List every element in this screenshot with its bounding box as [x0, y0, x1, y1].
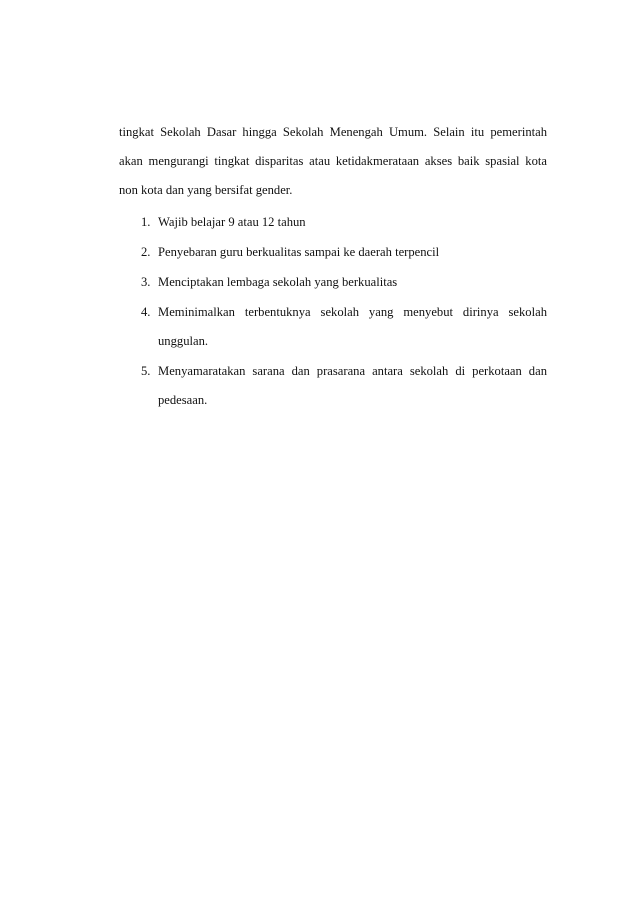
- list-item-text: pedesaan.: [158, 393, 208, 407]
- intro-paragraph: [119, 118, 547, 205]
- list-item-text: Menyamaratakan sarana dan prasarana antara sekolah di perkotaan dan: [158, 364, 547, 378]
- list-item-text: Wajib belajar 9 atau 12 tahun: [158, 215, 306, 229]
- list-item: [119, 238, 547, 267]
- numbered-list: [119, 208, 547, 416]
- paragraph-line: non kota dan yang bersifat gender.: [119, 183, 293, 197]
- paragraph-line: akan mengurangi tingkat disparitas atau ketidakmerataan akses baik spasial kota: [119, 154, 547, 168]
- list-item-text: Menciptakan lembaga sekolah yang berkualitas: [158, 275, 398, 289]
- list-item-text: Penyebaran guru berkualitas sampai ke daerah terpencil: [158, 245, 440, 259]
- list-number: 5.: [141, 364, 151, 378]
- list-item: [119, 298, 547, 356]
- list-item: [119, 208, 547, 237]
- list-item-text: unggulan.: [158, 334, 209, 348]
- list-item: [119, 268, 547, 297]
- list-number: 4.: [141, 305, 151, 319]
- list-item-text: Meminimalkan terbentuknya sekolah yang menyebut dirinya sekolah: [158, 305, 547, 319]
- list-number: 3.: [141, 275, 151, 289]
- list-number: 1.: [141, 215, 151, 229]
- list-item: [119, 357, 547, 415]
- list-number: 2.: [141, 245, 151, 259]
- paragraph-line: tingkat Sekolah Dasar hingga Sekolah Menengah Umum. Selain itu pemerintah: [119, 125, 547, 139]
